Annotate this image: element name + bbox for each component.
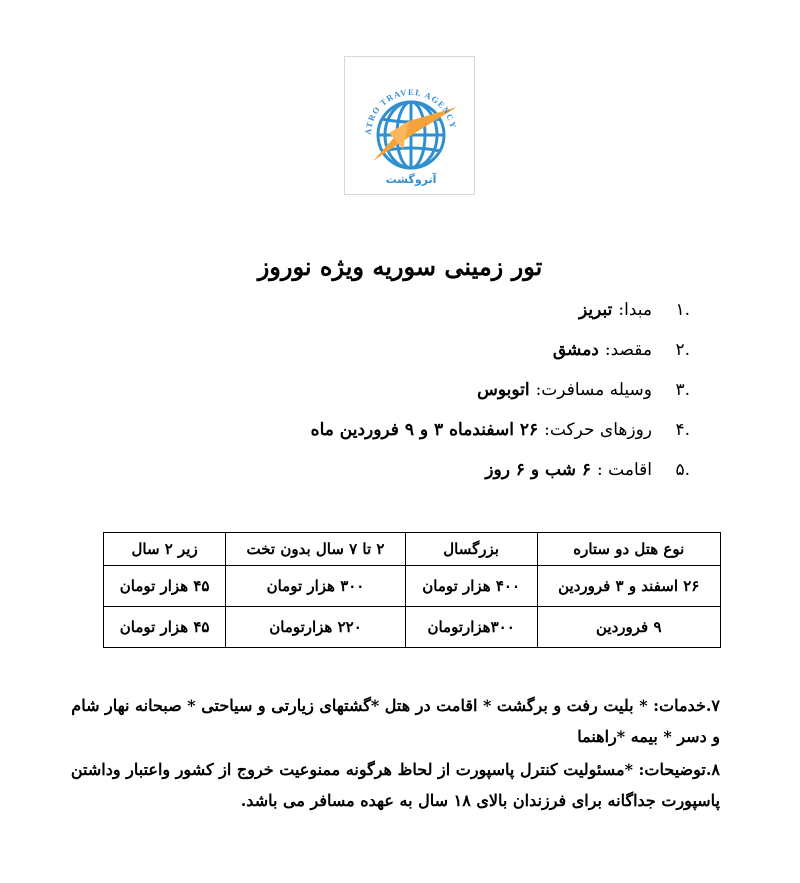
header-child-no-bed: ۲ تا ۷ سال بدون تخت [226,533,406,566]
logo-name-fa: آتروگشت [385,173,437,186]
item-label: اقامت : [597,460,652,480]
header-adult: بزرگسال [405,533,537,566]
item-number: .۴ [675,420,690,440]
item-label: مقصد: [604,340,652,360]
header-hotel-type: نوع هتل دو ستاره [537,533,721,566]
item-label: مبدا: [618,300,652,320]
notes-section [60,690,720,818]
item-value: ۶ شب و ۶ روز [485,460,592,480]
item-number: .۵ [675,460,690,480]
list-item [130,380,690,420]
item-number: .۲ [675,340,690,360]
price-table [103,532,721,648]
table-row [104,607,721,648]
item-value: دمشق [552,340,599,360]
globe-plane-logo-icon [345,57,476,196]
explanations-note: ۸.توضیحات: *مسئولیت کنترل پاسپورت از لحاظ هرگونه ممنوعیت خروج از کشور واعتبار وداشتن پاسپورت جداگانه برای فرزندان بالای ۱۸ سال به عهده مسافر می باشد. [70,760,720,810]
header-infant: زیر ۲ سال [104,533,226,566]
item-number: .۳ [675,380,690,400]
table-cell: ۲۲۰ هزارتومان [226,607,406,648]
item-label: روزهای حرکت: [544,420,652,440]
table-cell: ۴۵ هزار تومان [104,566,226,607]
table-cell: ۳۰۰هزارتومان [405,607,537,648]
list-item [130,420,690,460]
table-cell: ۴۵ هزار تومان [104,607,226,648]
item-value: اتوبوس [477,380,530,400]
item-number: .۱ [675,300,690,320]
list-item [130,340,690,380]
agency-logo [344,56,475,195]
table-header-row [104,533,721,566]
item-value: ۲۶ اسفندماه ۳ و ۹ فروردین ماه [310,420,539,440]
tour-details-list [130,300,690,500]
page-title: تور زمینی سوریه ویژه نوروز [257,252,543,281]
list-item [130,460,690,500]
item-label: وسیله مسافرت: [535,380,652,400]
item-value: تبریز [579,300,613,320]
list-item [130,300,690,340]
logo-arc-text: ATRO TRAVEL AGENCY [362,86,459,136]
table-cell: ۲۶ اسفند و ۳ فروردین [537,566,721,607]
services-note: ۷.خدمات: * بلیت رفت و برگشت * اقامت در هتل *گشتهای زیارتی و سیاحتی * صبحانه نهار شام و دسر * بیمه *راهنما [71,696,720,746]
table-row [104,566,721,607]
table-cell: ۴۰۰ هزار تومان [405,566,537,607]
table-cell: ۹ فروردین [537,607,721,648]
table-cell: ۳۰۰ هزار تومان [226,566,406,607]
